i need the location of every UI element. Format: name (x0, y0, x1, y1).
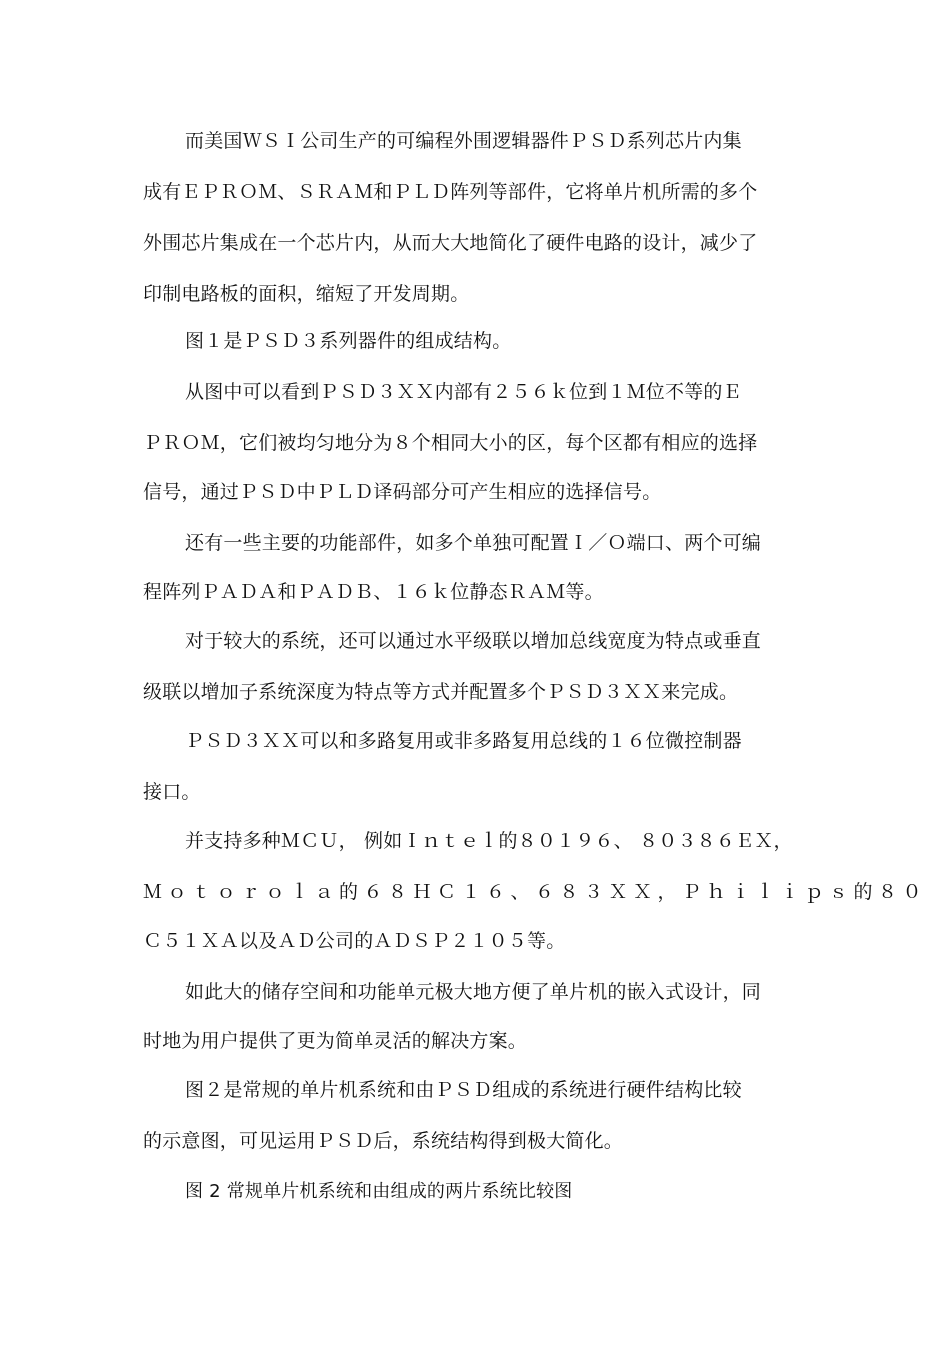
text-line: 还有一些主要的功能部件，如多个单独可配置Ｉ／Ｏ端口、两个可编 (185, 532, 762, 554)
text-line: ＰＳＤ３ＸＸ可以和多路复用或非多路复用总线的１６位微控制器 (185, 730, 742, 752)
text-line: 接口。 (143, 781, 201, 803)
text-line: Ｃ５１ＸＡ以及ＡＤ公司的ＡＤＳＰ２１０５等。 (143, 930, 566, 952)
text-line: 的示意图，可见运用ＰＳＤ后，系统结构得到极大简化。 (143, 1130, 624, 1152)
text-line: 成有ＥＰＲＯＭ、ＳＲＡＭ和ＰＬＤ阵列等部件，它将单片机所需的多个 (143, 181, 758, 203)
text-line: 如此大的储存空间和功能单元极大地方便了单片机的嵌入式设计，同 (185, 981, 762, 1003)
text-line: 时地为用户提供了更为简单灵活的解决方案。 (143, 1030, 528, 1052)
text-line: 程阵列ＰＡＤＡ和ＰＡＤＢ、１６ｋ位静态ＲＡＭ等。 (143, 581, 604, 603)
text-line: 从图中可以看到ＰＳＤ３ＸＸ内部有２５６ｋ位到１Ｍ位不等的Ｅ (185, 381, 742, 403)
text-line: ＰＲＯＭ，它们被均匀地分为８个相同大小的区，每个区都有相应的选择 (143, 432, 758, 454)
text-line: 对于较大的系统，还可以通过水平级联以增加总线宽度为特点或垂直 (185, 630, 762, 652)
text-line: 图２是常规的单片机系统和由ＰＳＤ组成的系统进行硬件结构比较 (185, 1079, 742, 1101)
text-line: 而美国ＷＳＩ公司生产的可编程外围逻辑器件ＰＳＤ系列芯片内集 (185, 130, 742, 152)
text-line: 图１是ＰＳＤ３系列器件的组成结构。 (185, 330, 512, 352)
text-line: 并支持多种ＭＣＵ， 例如Ｉｎｔｅｌ的８０１９６、 ８０３８６ＥＸ， (185, 830, 793, 852)
figure-caption: 图 2 常规单片机系统和由组成的两片系统比较图 (185, 1181, 573, 1202)
text-line: Ｍｏｔｏｒｏｌａ的６８ＨＣ１６、６８３ＸＸ，Ｐｈｉｌｉｐｓ的８０ (143, 881, 928, 903)
text-line: 外围芯片集成在一个芯片内，从而大大地简化了硬件电路的设计，减少了 (143, 232, 758, 254)
text-line: 印制电路板的面积，缩短了开发周期。 (143, 283, 470, 305)
text-line: 级联以增加子系统深度为特点等方式并配置多个ＰＳＤ３ＸＸ来完成。 (143, 681, 739, 703)
text-line: 信号，通过ＰＳＤ中ＰＬＤ译码部分可产生相应的选择信号。 (143, 481, 662, 503)
